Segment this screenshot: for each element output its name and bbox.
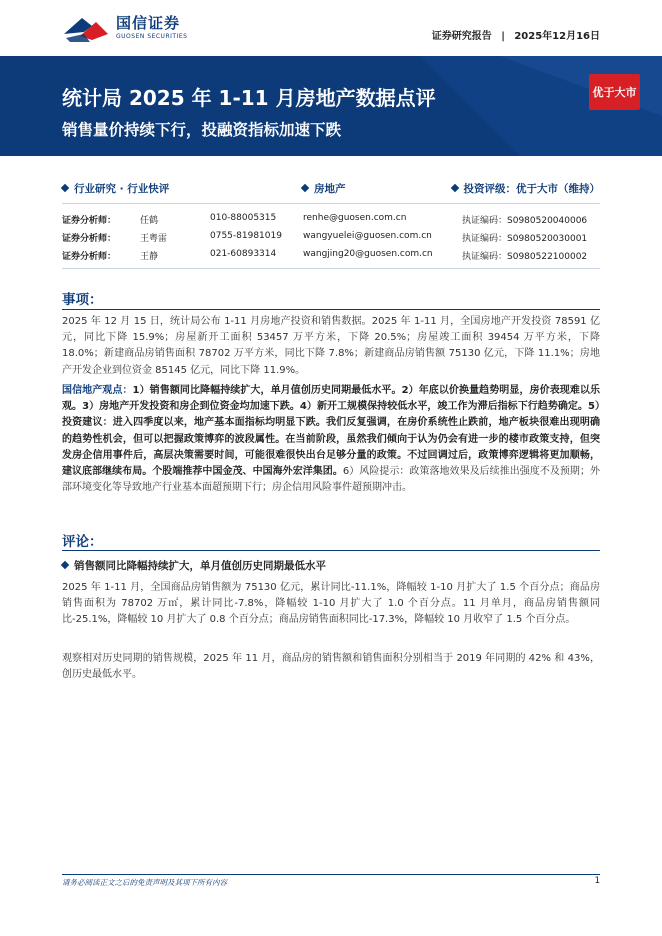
analyst-table — [62, 213, 600, 267]
analyst-name: 任鹤 — [140, 216, 159, 226]
industry-category — [62, 181, 169, 196]
comment-heading: 评论： — [62, 534, 103, 550]
company-logo — [62, 12, 187, 44]
analyst-label: 证券分析师： — [62, 234, 117, 244]
comment-subheading — [62, 558, 326, 573]
report-meta — [432, 27, 600, 42]
rating-tag: 优于大市 — [589, 74, 640, 110]
industry-category-text: 行业研究 · 行业快评 — [74, 183, 170, 195]
report-title: 统计局 2025 年 1-11 月房地产数据点评 — [62, 86, 436, 110]
guosen-logo-icon — [62, 12, 110, 44]
title-banner — [0, 56, 662, 156]
comment-heading-rule — [62, 550, 600, 551]
analyst-phone: 0755-81981019 — [210, 231, 282, 241]
event-body: 2025 年 12 月 15 日，统计局公布 1-11 月房地产投资和销售数据。2025 年 1-11 月，全国房地产开发投资 78591 亿元，同比下降 15.9%；房屋新开工面积 53457 万平方米，下降 20.5%；房屋竣工面积 39454 万平方米，下降 18.0%；新建商品房销售面积 78702 万平方米，同比下降 7.8%；新建商品房销售额 75130 亿元，下降 11.1%；房地产开发企业到位资金 85145 亿元，同比下降 11.9%。 — [62, 316, 600, 376]
diamond-bullet-icon — [301, 184, 309, 192]
sector-label-text: 房地产 — [314, 183, 346, 195]
comment-para-1: 2025 年 1-11 月，全国商品房销售额为 75130 亿元，累计同比-11.1%，降幅较 1-10 月扩大了 1.5 个百分点；商品房销售面积为 78702 万㎡，累计同比-7.8%，降幅较 1-10 月扩大了 1.0 个百分点。11 月单月，商品房销售额同比-25.1%，降幅较 10 月扩大了 0.8 个百分点；商品房销售面积同比-17.3%，降幅较 10 月收窄了 1.5 个百分点。 — [62, 582, 600, 626]
analyst-cert: 执证编码：S0980520040006 — [462, 216, 588, 226]
analyst-label: 证券分析师： — [62, 216, 117, 226]
analyst-email[interactable]: renhe@guosen.com.cn — [303, 213, 407, 223]
analyst-divider — [62, 268, 600, 269]
analyst-row — [62, 249, 600, 267]
report-date: 2025年12月16日 — [514, 31, 600, 42]
analyst-phone: 021-60893314 — [210, 249, 277, 259]
analyst-phone: 010-88005315 — [210, 213, 277, 223]
event-heading: 事项： — [62, 292, 103, 308]
analyst-name: 王静 — [140, 252, 159, 262]
diamond-bullet-icon — [61, 561, 69, 569]
logo-name-cn: 国信证券 — [116, 14, 181, 32]
footer-rule — [62, 874, 600, 875]
meta-separator: | — [501, 31, 505, 42]
analyst-name: 王粤雷 — [140, 234, 168, 244]
logo-name-en: GUOSEN SECURITIES — [116, 33, 188, 40]
investment-rating — [452, 181, 601, 196]
comment-subheading-text: 销售额同比降幅持续扩大，单月值创历史同期最低水平 — [74, 560, 326, 572]
house-view — [62, 383, 600, 496]
sector-label — [302, 181, 346, 196]
analyst-label: 证券分析师： — [62, 252, 117, 262]
analyst-email[interactable]: wangjing20@guosen.com.cn — [303, 249, 433, 259]
top-bar — [0, 0, 662, 56]
house-view-risk: 6）风险提示：政策落地效果及后续推出强度不及预期；外部环境变化等导致地产行业基本面超预期下行；房企信用风险事件超预期冲击。 — [62, 466, 600, 494]
comment-para-2: 观察相对历史同期的销售规模，2025 年 11 月，商品房的销售额和销售面积分别相当于 2019 年同期的 42% 和 43%，创历史最低水平。 — [62, 653, 600, 681]
house-view-bold: 1）销售额同比降幅持续扩大，单月值创历史同期最低水平。2）年底以价换量趋势明显，房价表现难以乐观。3）房地产开发投资和房企到位资金均加速下跌。4）新开工规模保持较低水平，竣工作为滞后指标下行趋势确定。5）投资建议：进入四季度以来，地产基本面指标均明显下跌。我们反复强调，在房价系统性止跌前，地产板块很难出现明确的趋势性机会，但可以把握政策博弈的波段属性。在当前阶段，虽然我们倾向于认为仍会有进一步的楼市政策支持，但突发房企信用事件后，高层决策需要时间，可能很难很快出台足够分量的政策。不过回调过后，政策博弈逻辑将更加顺畅，建议底部继续布局。个股端推荐中国金茂、中国海外宏洋集团。 — [62, 385, 601, 478]
page-number: 1 — [594, 876, 600, 886]
event-heading-rule — [62, 309, 600, 310]
report-subtitle: 销售量价持续下行，投融资指标加速下跌 — [62, 121, 342, 139]
investment-rating-text: 投资评级：优于大市（维持） — [463, 183, 600, 195]
analyst-cert: 执证编码：S0980520030001 — [462, 234, 588, 244]
analyst-email[interactable]: wangyuelei@guosen.com.cn — [303, 231, 432, 241]
analyst-row — [62, 213, 600, 231]
analyst-cert: 执证编码：S0980522100002 — [462, 252, 588, 262]
house-view-label: 国信地产观点： — [62, 385, 133, 396]
report-type: 证券研究报告 — [431, 31, 492, 42]
diamond-bullet-icon — [450, 184, 458, 192]
analyst-row — [62, 231, 600, 249]
diamond-bullet-icon — [61, 184, 69, 192]
footer-disclaimer: 请务必阅读正文之后的免责声明及其项下所有内容 — [62, 878, 227, 887]
section-divider — [62, 203, 600, 204]
